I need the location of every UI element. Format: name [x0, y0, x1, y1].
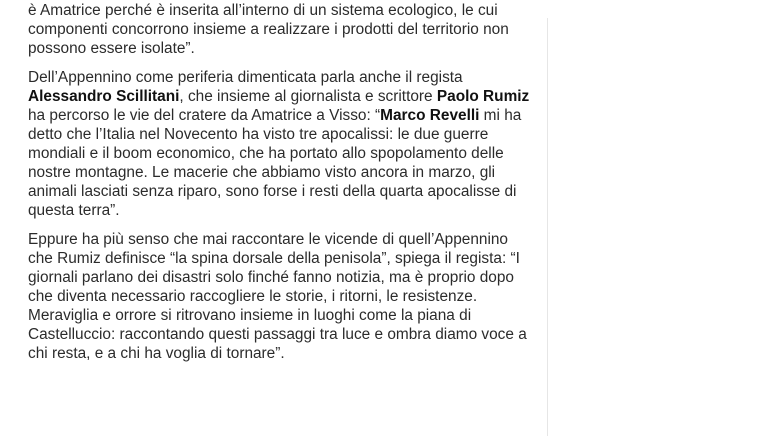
paragraph-text: Dell’Appennino come periferia dimenticata parla anche il regista [28, 69, 463, 86]
person-name-paolo-rumiz: Paolo Rumiz [436, 88, 530, 105]
article-paragraph: Eppure ha più senso che mai raccontare le vicende di quell’Appennino che Rumiz definisce “la spina dorsale della penisola”, spiega il regista: “I giornali parlano dei disastri solo finché fanno notizia, ma è proprio dopo che diventa necessario raccogliere le storie, i ritorni, le resistenze. Meraviglia e orrore si ritrovano insieme in luoghi come la piana di Castelluccio: raccontando questi passaggi tra luce e ombra diamo voce a chi resta, e a chi ha voglia di tornare”. [28, 231, 527, 362]
article-body [28, 0, 533, 373]
article-paragraph [28, 68, 533, 220]
paragraph-text: , che insieme al giornalista e scrittore [179, 88, 437, 105]
sidebar-divider [547, 18, 548, 436]
paragraph-text: ha percorso le vie del cratere da Amatrice a Visso: “ [28, 107, 381, 124]
person-name-alessandro-scillitani: Alessandro Scillitani [28, 88, 180, 105]
person-name-marco-revelli: Marco Revelli [380, 107, 480, 124]
article-paragraph: è Amatrice perché è inserita all’interno di un sistema ecologico, le cui componenti concorrono insieme a realizzare i prodotti del territorio non possono essere isolate”. [28, 2, 509, 57]
paragraph-text: mi ha detto che l’Italia nel Novecento ha visto tre apocalissi: le due guerre mondiali e il boom economico, che ha portato allo spopolamento delle nostre montagne. Le macerie che abbiamo visto ancora in marzo, gli animali lasciati senza riparo, sono forse i resti della quarta apocalisse di questa terra”. [28, 107, 522, 219]
